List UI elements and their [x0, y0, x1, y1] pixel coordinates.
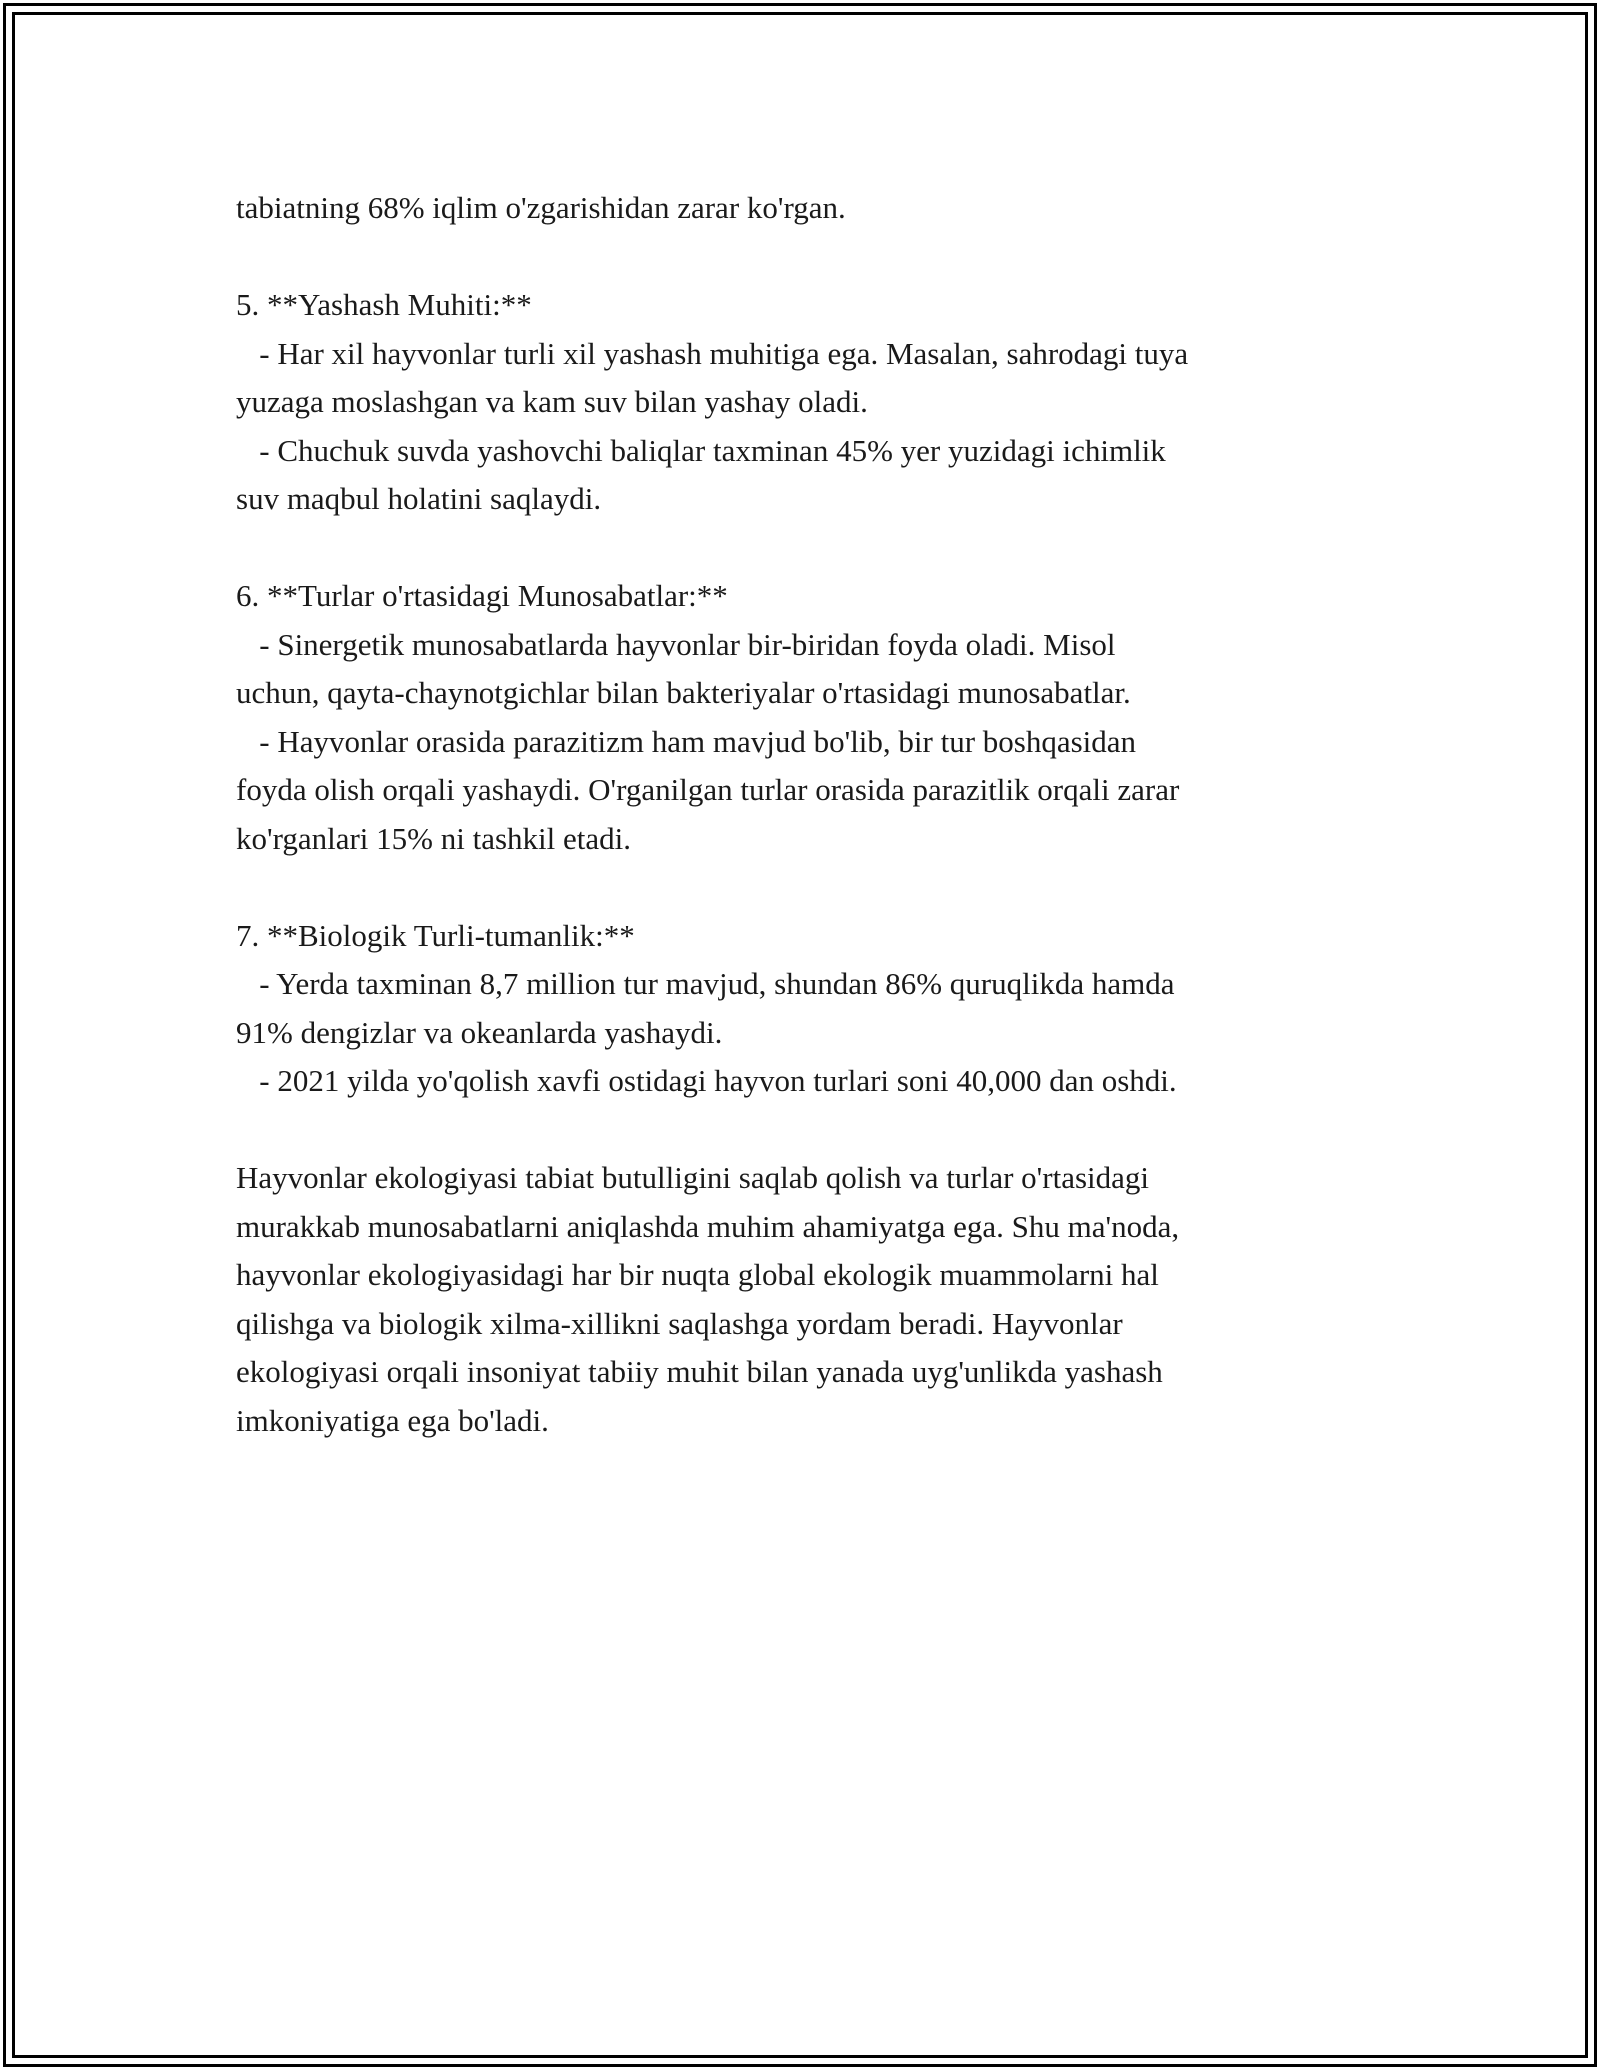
spacer — [236, 233, 1376, 282]
section-line: ko'rganlari 15% ni tashkil etadi. — [236, 820, 632, 856]
paragraph-line: ekologiyasi orqali insoniyat tabiiy muhit bilan yanada uyg'unlikda yashash — [236, 1354, 1163, 1389]
spacer — [236, 863, 1376, 912]
section-line: yuzaga moslashgan va kam suv bilan yashay oladi. — [236, 384, 868, 419]
section-line: 91% dengizlar va okeanlarda yashaydi. — [236, 1014, 723, 1050]
section-line: foyda olish orqali yashaydi. O'rganilgan turlar orasida parazitlik orqali zarar — [236, 772, 1180, 807]
paragraph-line: hayvonlar ekologiyasidagi har bir nuqta global ekologik muammolarni hal — [236, 1257, 1159, 1292]
intro-continuation: tabiatning 68% iqlim o'zgarishidan zarar ko'rgan. — [236, 190, 846, 225]
section-yashash-muhiti — [236, 281, 1376, 524]
section-line: - 2021 yilda yo'qolish xavfi ostidagi hayvon turlari soni 40,000 dan oshdi. — [236, 1063, 1177, 1098]
section-line: - Yerda taxminan 8,7 million tur mavjud, shundan 86% quruqlikda hamda — [236, 966, 1175, 1001]
conclusion-paragraph — [236, 1154, 1376, 1445]
paragraph-line: murakkab munosabatlarni aniqlashda muhim ahamiyatga ega. Shu ma'noda, — [236, 1208, 1180, 1244]
section-line: - Har xil hayvonlar turli xil yashash muhitiga ega. Masalan, sahrodagi tuya — [236, 335, 1189, 371]
section-biologik-turli-tumanlik — [236, 912, 1376, 1106]
section-line: uchun, qayta-chaynotgichlar bilan bakteriyalar o'rtasidagi munosabatlar. — [236, 675, 1131, 710]
section-line: - Hayvonlar orasida parazitizm ham mavjud bo'lib, bir tur boshqasidan — [236, 723, 1137, 759]
spacer — [236, 524, 1376, 573]
section-turlar-munosabatlar — [236, 572, 1376, 863]
paragraph-line: imkoniyatiga ega bo'ladi. — [236, 1402, 549, 1438]
section-line: - Chuchuk suvda yashovchi baliqlar taxminan 45% yer yuzidagi ichimlik — [236, 432, 1166, 468]
paragraph-line: qilishga va biologik xilma-xillikni saqlashga yordam beradi. Hayvonlar — [236, 1305, 1123, 1341]
section-line: suv maqbul holatini saqlaydi. — [236, 481, 602, 516]
section-heading: 6. **Turlar o'rtasidagi Munosabatlar:** — [236, 578, 728, 613]
section-line: - Sinergetik munosabatlarda hayvonlar bir-biridan foyda oladi. Misol — [236, 626, 1116, 662]
document-body — [236, 184, 1376, 1445]
spacer — [236, 1106, 1376, 1155]
section-heading: 7. **Biologik Turli-tumanlik:** — [236, 917, 635, 953]
section-heading: 5. **Yashash Muhiti:** — [236, 287, 532, 322]
paragraph-line: Hayvonlar ekologiyasi tabiat butulligini saqlab qolish va turlar o'rtasidagi — [236, 1160, 1150, 1195]
